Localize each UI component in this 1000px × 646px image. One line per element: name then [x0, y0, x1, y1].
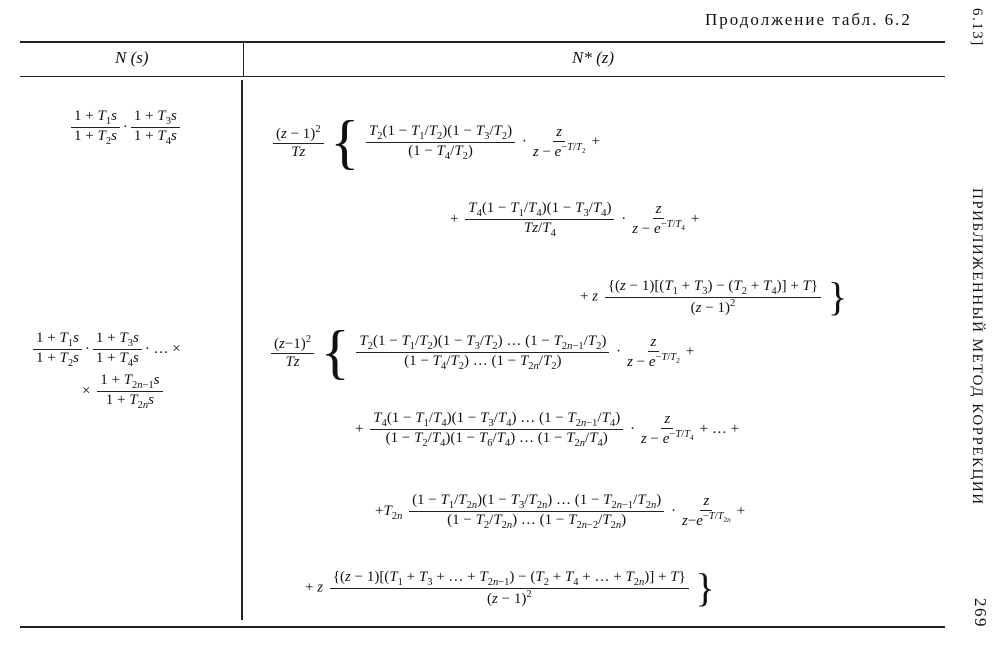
row1-ns-formula: $\frac{1 + T_1s}{1 + T_2s}$ · $\frac{1 + T_3s}{1 + T_4s}$ [68, 108, 183, 147]
header-column-divider [243, 42, 244, 76]
row1-nstar-line1: $\frac{(z - 1)^2}{Tz}$ { $\frac{T_2(1 - T_1/T_2)(1 - T_3/T_2)}{(1 - T_4/T_2)}$ · $\frac{z}{z - e^{-T/T_2}}$ + [270, 112, 600, 172]
row2-ns-formula-line1: $\frac{1 + T_1s}{1 + T_2s}$ · $\frac{1 + T_3s}{1 + T_4s}$ · … × [30, 330, 181, 369]
table-top-rule [20, 41, 945, 43]
row2-ns-formula-line2: × $\frac{1 + T_{2n-1}s}{1 + T_{2n}s}$ [82, 372, 166, 411]
column-divider [241, 80, 243, 620]
continuation-label: Продолжение табл. 6.2 [705, 10, 912, 29]
section-number: 6.13] [969, 8, 985, 47]
page-number: 269 [971, 598, 990, 628]
table-header-rule [20, 76, 945, 77]
column-header-nstar: N* (z) [572, 48, 615, 67]
row2-nstar-line1: $\frac{(z-1)^2}{Tz}$ { $\frac{T_2(1 - T_1/T_2)(1 - T_3/T_2) \dots (1 - T_{2n-1}/T_2)}{(1 - T_4/T_2) \dots (1 - T_{2n}/T_2)}$ · $\frac{z}{z - e^{-T/T_2}}$ + [268, 322, 694, 382]
running-title: ПРИБЛИЖЕННЫЙ МЕТОД КОРРЕКЦИИ [969, 188, 985, 506]
table-bottom-rule [20, 626, 945, 628]
row1-nstar-line3: + z $\frac{\{(z - 1)[(T_1 + T_3) - (T_2 + T_4)] + T\}}{(z - 1)^2}$ } [580, 274, 848, 319]
row1-nstar-line2: + $\frac{T_4(1 - T_1/T_4)(1 - T_3/T_4)}{Tz/T_4}$ · $\frac{z}{z - e^{-T/T_4}}$ + [450, 200, 700, 239]
column-header-ns: N (s) [115, 48, 149, 67]
row2-nstar-line3: $+T_{2n}$ $\frac{(1 - T_1/T_{2n})(1 - T_3/T_{2n}) \dots (1 - T_{2n-1}/T_{2n})}{(1 - T_2/T_{2n}) \dots (1 - T_{2n-2}/T_{2n})}$ · $\frac{z}{z-e^{-T/T_{2n}}}$ + [375, 492, 746, 531]
row2-nstar-line4: + z $\frac{\{(z - 1)[(T_1 + T_3 + \dots + T_{2n-1}) - (T_2 + T_4 + \dots + T_{2n})] + T\}}{(z - 1)^2}$ } [305, 565, 715, 610]
row2-nstar-line2: + $\frac{T_4(1 - T_1/T_4)(1 - T_3/T_4) \dots (1 - T_{2n-1}/T_4)}{(1 - T_2/T_4)(1 - T_6/T_4) \dots (1 - T_{2n}/T_4)}$ · $\frac{z}{z - e^{-T/T_4}}$ + … + [355, 410, 740, 449]
